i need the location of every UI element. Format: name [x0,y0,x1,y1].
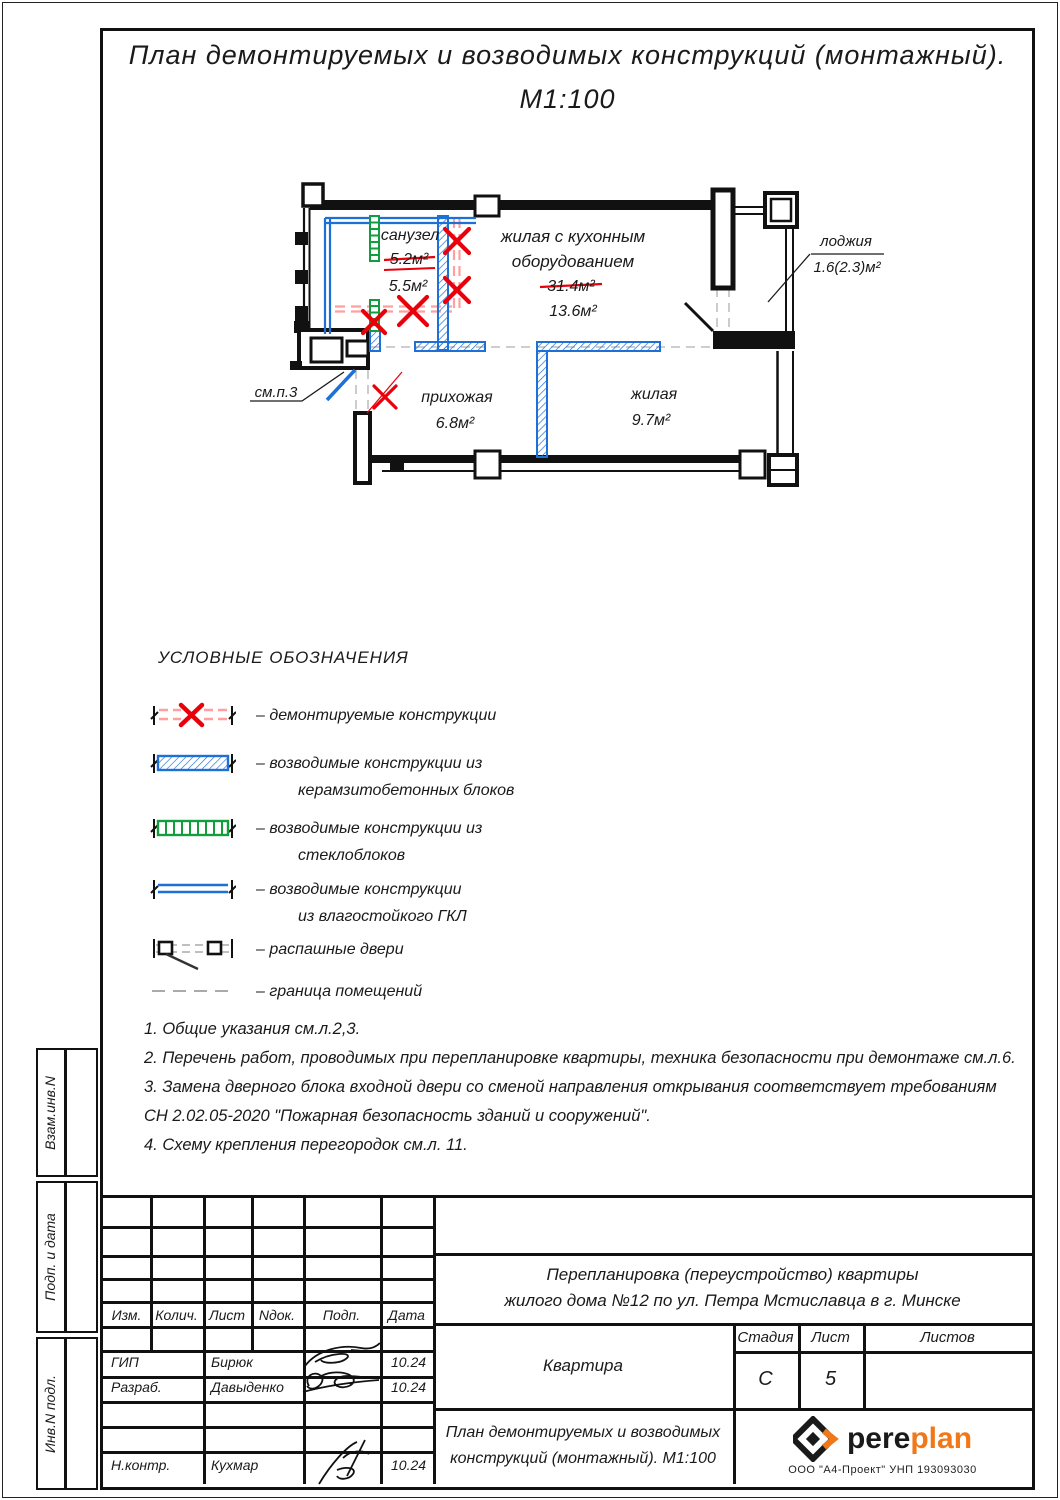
room-label-hall: прихожая [421,389,493,406]
col-header-data: Дата [388,1306,425,1323]
document-title [433,1408,733,1484]
title-block [100,1195,1035,1490]
room-area-bathroom-old: 5.2м² [389,251,429,268]
sidebar-label: Инв.N подл. [42,1374,58,1453]
balcony-door-leaf [685,303,713,331]
signature [301,1368,383,1402]
legend-item-keramzit [150,750,514,804]
legend-item-room-boundary [150,978,422,1005]
note-3-continued: СН 2.02.05-2020 "Пожарная безопасность зданий и сооружений". [144,1107,651,1125]
row-name: Кухмар [211,1457,259,1473]
sheet-title-line1: План демонтируемых и возводимых конструкций (монтажный). [128,40,1007,70]
object-name: Квартира [543,1355,623,1375]
note-3: 3. Замена дверного блока входной двери со сменой направления открывания соответствует требованиям [144,1078,997,1096]
col-header-kolich: Колич. [155,1306,198,1323]
stage-label: Стадия [737,1328,794,1346]
room-boundary-symbol [150,978,236,1005]
pereplan-logo-icon [793,1416,839,1462]
row-role: Н.контр. [111,1457,171,1473]
col-header-podp: Подп. [322,1306,361,1323]
room-area-hall: 6.8м² [435,415,475,432]
swing-doors-symbol [150,936,236,972]
legend-label-line2: из влагостойкого ГКЛ [298,908,467,925]
room-label-loggia: лоджия [820,233,872,250]
room-area-living-kitchen-old: 31.4м² [547,278,595,295]
legend-item-swing-doors [150,936,404,972]
note-1: 1. Общие указания см.л.2,3. [144,1020,361,1038]
row-date: 10.24 [391,1457,427,1473]
row-role: Разраб. [111,1379,162,1395]
sidebar-label: Взам.инв.N [42,1075,59,1150]
row-date: 10.24 [391,1379,427,1395]
col-header-izm: Изм. [111,1306,142,1323]
legend-item-glass-blocks [150,815,482,869]
company-details: ООО "А4-Проект" УНП 193093030 [788,1464,977,1476]
company-logo [733,1408,1032,1484]
project-name-line1: Перепланировка (переустройство) квартиры [546,1265,919,1284]
signature [313,1436,383,1488]
keramzit-symbol [150,750,236,777]
gkl-symbol [150,876,236,903]
col-header-list: Лист [208,1306,246,1323]
sidebar-box-vzam-inv [36,1048,98,1177]
room-area-bathroom-new: 5.5м² [388,278,428,295]
room-label-living-kitchen-1: жилая с кухонным [500,227,646,246]
sidebar-divider [64,1050,67,1175]
sidebar-box-inv-podl [36,1337,98,1490]
room-label-living-kitchen-2: оборудованием [511,252,635,271]
project-name-line2: жилого дома №12 по ул. Петра Мстиславца в г. Минске [504,1291,961,1310]
sidebar-label: Подп. и дата [42,1213,58,1301]
glass-block-walls [370,216,379,331]
room-area-loggia: 1.6(2.3)м² [813,259,881,276]
project-name [433,1253,1032,1323]
sidebar-divider [64,1339,67,1488]
legend-label: – демонтируемые конструкции [256,707,497,724]
note-4: 4. Схему крепления перегородок см.л. 11. [144,1136,468,1154]
sidebar-divider [64,1183,67,1331]
note-2: 2. Перечень работ, проводимых при перепланировке квартиры, техника безопасности при демонтаже см.л.6. [144,1049,1016,1067]
room-label-living: жилая [630,386,678,403]
document-title-line2: конструкций (монтажный). М1:100 [450,1450,716,1467]
sheet-title-line2: М1:100 [519,84,616,114]
stage-value: С [758,1368,773,1390]
row-name: Давыденко [211,1379,284,1395]
sheet-label: Лист [811,1328,850,1346]
floor-plan [240,170,890,500]
sheets-label: Листов [920,1328,975,1346]
document-title-line1: План демонтируемых и возводимых [445,1424,721,1441]
room-label-bathroom: санузел [380,227,440,244]
row-role: ГИП [111,1354,139,1370]
legend-label: – возводимые конструкции [256,881,462,898]
legend-label-line2: стеклоблоков [298,847,406,864]
pereplan-logo-text: pereplan [846,1422,973,1455]
legend-label: – возводимые конструкции из [256,820,483,837]
sidebar-box-podp-data [36,1181,98,1333]
legend-item-demolition [150,702,496,729]
legend-label: – возводимые конструкции из [256,755,483,772]
legend-label: – распашные двери [256,941,404,958]
legend-label-line2: керамзитобетонных блоков [298,782,515,799]
sheet-value: 5 [824,1368,837,1390]
sheets-value [863,1351,1032,1408]
legend-item-gkl [150,876,467,930]
legend-label: – граница помещений [256,983,423,1000]
demolition-symbol [150,702,236,729]
glass-blocks-symbol [150,815,236,842]
room-area-living-kitchen-new: 13.6м² [549,303,597,320]
room-area-living: 9.7м² [631,412,671,429]
row-date: 10.24 [391,1354,427,1370]
col-header-ndok: Nдок. [258,1306,296,1323]
callout-see-note-3: см.п.3 [254,384,298,401]
row-name: Бирюк [211,1354,253,1370]
legend-title: УСЛОВНЫЕ ОБОЗНАЧЕНИЯ [158,648,409,667]
